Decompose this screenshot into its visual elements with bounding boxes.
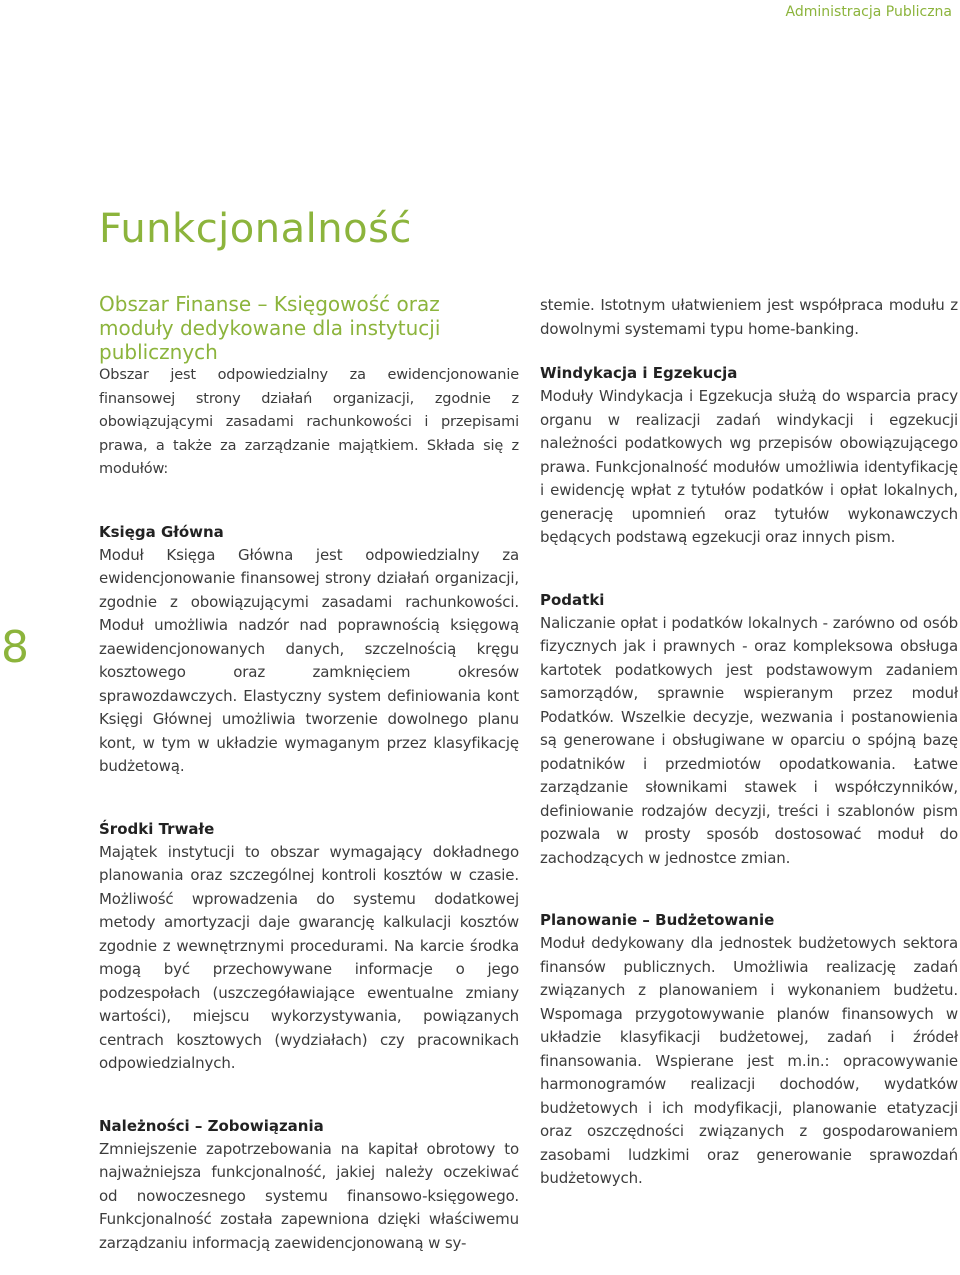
section-heading: Należności – Zobowiązania — [99, 1116, 324, 1135]
intro-text: Obszar jest odpowiedzialny za ewidencjonowanie finansowej strony działań organizacji, zgodnie z obowiązującymi zasadami rachunkowości i przepisami prawa, a także za zarządzanie majątkiem. Składa się z modułów: — [99, 367, 519, 477]
section-text: Majątek instytucji to obszar wymagający dokładnego planowania oraz szczególnej kontroli kosztów w czasie. Możliwość wprowadzenia do systemu dodatkowej metody amortyzacji daje gwarancję kalkulacji kosztów zgodnie z wewnętrznymi procedurami. Na karcie środka mogą być przechowywane informacje o jego podzespołach (uszczegóławiające ewentualne zmiany wartości), miejscu wykorzystywania, powiązanych centrach kosztowych (wydziałach) czy pracownikach odpowiedzialnych. — [99, 842, 519, 1072]
page-number: 8 — [1, 622, 29, 673]
section-text: Zmniejszenie zapotrzebowania na kapitał obrotowy to najważniejsza funkcjonalność, jakiej należy oczekiwać od nowoczesnego systemu finansowo-księgowego. Funkcjonalność została zapewniona dzięki właściwemu zarządzaniu informacją zaewidencjonowaną w sy- — [99, 1139, 519, 1252]
page-title: Funkcjonalność — [99, 206, 412, 252]
section-heading: Środki Trwałe — [99, 819, 215, 838]
intro-section — [99, 292, 519, 482]
section-text: Naliczanie opłat i podatków lokalnych - zarówno od osób fizycznych jak i prawnych - oraz kompleksowa obsługa kartotek podatkowych jest podstawowym zadaniem samorządów, sprawnie wspieranym przez moduł Podatków. Wszelkie decyzje, wezwania i postanowienia są generowane i obsługiwane w oparciu o spójną bazę podatników i przedmiotów opodatkowania. Łatwe zarządzanie słownikami stawek i współczynników, definiowanie rodzajów decyzji, treści i szablonów pism pozwala w prosty sposób dostosować moduł do zachodzących w jednostce zmian. — [540, 613, 958, 867]
section-podatki — [540, 588, 958, 871]
section-srodki-trwale — [99, 817, 519, 1076]
section-text: Moduł dedykowany dla jednostek budżetowych sektora finansów publicznych. Umożliwia realizację zadań związanych z planowaniem i wykonaniem budżetu. Wspomaga przygotowywanie planów finansowych w układzie klasyfikacji budżetowej, zadań i źródeł finansowania. Wspierane jest m.in.: opracowywanie harmonogramów realizacji dochodów, wydatków budżetowych i ich modyfikacji, planowanie etatyzacji oraz oszczędności związanych z gospodarowaniem zasobami ludzkimi oraz generowanie sprawozdań budżetowych. — [540, 934, 958, 1187]
right-column — [540, 294, 958, 1211]
left-column — [99, 292, 519, 1275]
section-heading: Windykacja i Egzekucja — [540, 364, 738, 382]
section-planowanie — [540, 908, 958, 1191]
section-windykacja — [540, 361, 958, 550]
section-heading: Podatki — [540, 590, 605, 609]
section-text-continuation: stemie. Istotnym ułatwieniem jest współpraca modułu z dowolnymi systemami typu home-banking. — [540, 296, 958, 338]
section-ksiega-glowna — [99, 520, 519, 779]
running-header: Administracja Publiczna — [785, 4, 952, 20]
section-naleznosci-continued — [540, 294, 958, 341]
section-naleznosci — [99, 1114, 519, 1256]
section-text: Moduły Windykacja i Egzekucja służą do wsparcia pracy organu w realizacji zadań windykacji i egzekucji należności podatkowych wg przepisów obowiązującego prawa. Funkcjonalność modułów umożliwia identyfikację i ewidencję wpłat z tytułów podatków i opłat lokalnych, generację upomnień oraz tytułów wykonawczych będących podstawą egzekucji oraz innych pism. — [540, 387, 958, 546]
section-text: Moduł Księga Główna jest odpowiedzialny za ewidencjonowanie finansowej strony działań organizacji, zgodnie z obowiązującymi zasadami rachunkowości. Moduł umożliwia nadzór nad poprawnością księgową zaewidencjonowanych danych, szczelnością kręgu kosztowego oraz zamknięciem okresów sprawozdawczych. Elastyczny system definiowania kont Księgi Głównej umożliwia tworzenie dowolnego planu kont, w tym w układzie wymaganym przez klasyfikację budżetową. — [99, 545, 519, 775]
section-heading: Planowanie – Budżetowanie — [540, 911, 775, 929]
section-heading: Księga Główna — [99, 522, 224, 541]
intro-heading: Obszar Finanse – Księgowość oraz moduły dedykowane dla instytucji publicznych — [99, 292, 441, 364]
